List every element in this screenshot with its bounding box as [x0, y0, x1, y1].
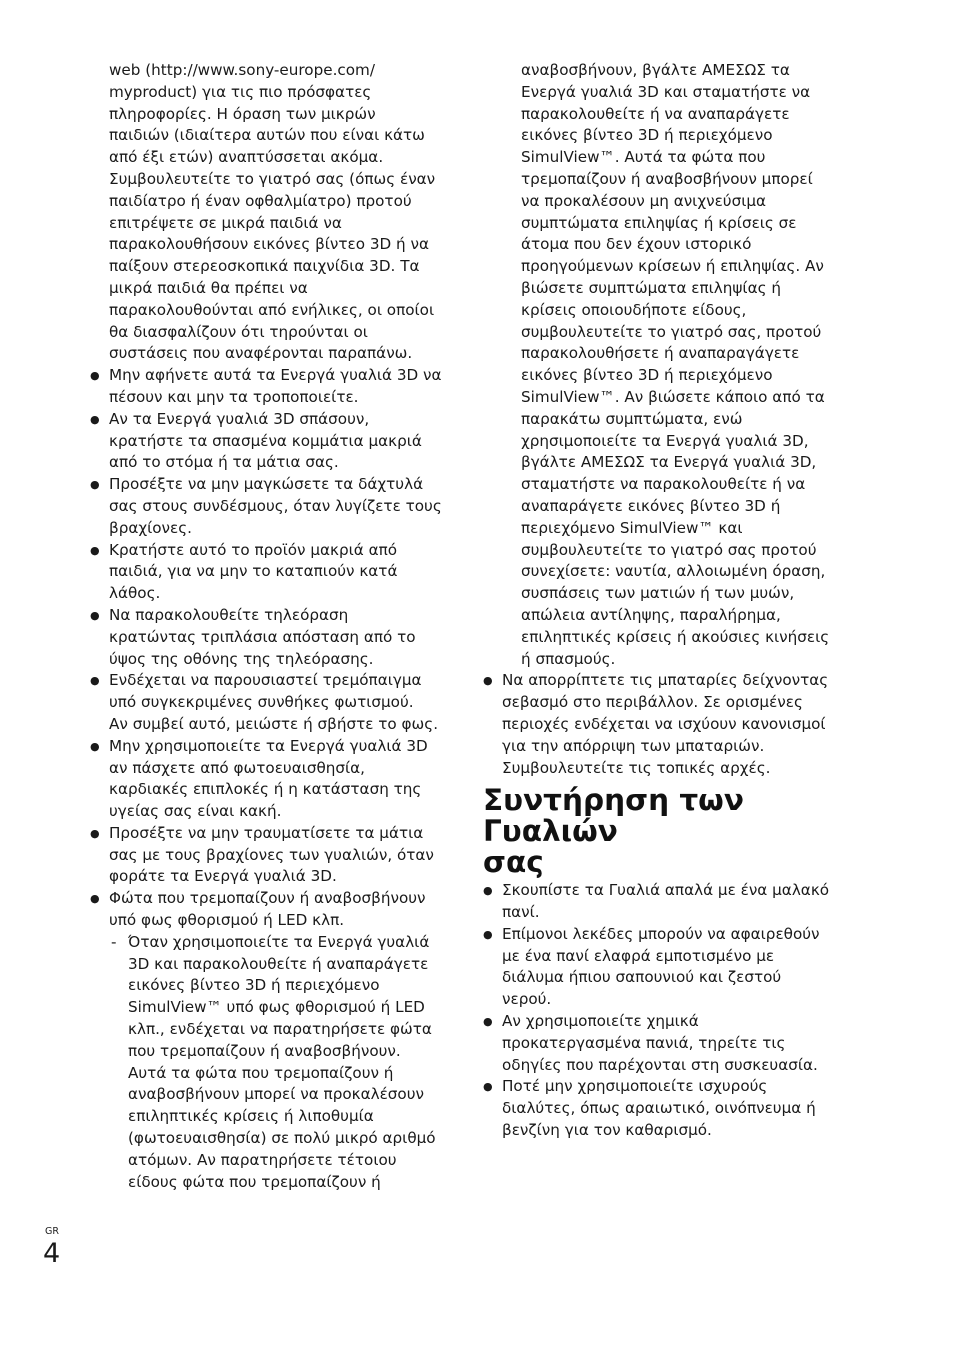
- text-line: πληροφορίες. Η όραση των μικρών: [109, 104, 376, 123]
- language-code: GR: [45, 1226, 59, 1237]
- battery-list: [483, 670, 858, 779]
- text-line: αν πάσχετε από φωτοευαισθησία,: [109, 758, 366, 777]
- text-line: Να απορρίπτετε τις μπαταρίες δείχνοντας: [502, 671, 829, 690]
- text-line: είδους φώτα που τρεμοπαίζουν ή: [128, 1172, 381, 1191]
- text-line: προκατεργασμένα πανιά, τηρείτε τις: [502, 1033, 786, 1052]
- text-line: Συμβουλευτείτε το γιατρό σας (όπως έναν: [109, 169, 436, 188]
- text-line: συμβουλευτείτε το γιατρό σας, προτού: [521, 322, 822, 341]
- text-line: ατόμων. Αν παρατηρήσετε τέτοιου: [128, 1150, 397, 1169]
- text-line: οδηγίες που παρέχονται στη συσκευασία.: [502, 1055, 818, 1074]
- text-line: επιληπτικές κρίσεις ή λιποθυμία: [128, 1107, 374, 1126]
- text-line: Μην αφήνετε αυτά τα Ενεργά γυαλιά 3D να: [109, 366, 442, 385]
- text-line: κρατώντας τριπλάσια απόσταση από το: [109, 627, 416, 646]
- text-line: προηγούμενων κρίσεων ή επιληψίας. Αν: [521, 257, 824, 276]
- list-item: [483, 1076, 858, 1141]
- text-line: ύψος της οθόνης της τηλεόρασης.: [109, 649, 374, 668]
- text-line: εικόνες βίντεο 3D ή περιεχόμενο: [521, 366, 773, 385]
- text-line: πέσουν και μην τα τροποποιείτε.: [109, 387, 359, 406]
- text-line: SimulView™. Αν βιώσετε κάποιο από τα: [521, 387, 825, 406]
- text-line: από το στόμα ή τα μάτια σας.: [109, 453, 339, 472]
- text-line: απώλεια αντίληψης, παραλήρημα,: [521, 605, 781, 624]
- text-line: Σκουπίστε τα Γυαλιά απαλά με ένα μαλακό: [502, 881, 830, 900]
- text-line: Ποτέ μην χρησιμοποιείτε ισχυρούς: [502, 1077, 768, 1096]
- text-line: ή σπασμούς.: [521, 649, 616, 668]
- text-line: που τρεμοπαίζουν ή αναβοσβήνουν.: [128, 1041, 401, 1060]
- list-item: [90, 540, 465, 605]
- list-item-battery: [483, 670, 858, 779]
- text-line: παρακολουθείτε ή να αναπαράγετε: [521, 104, 790, 123]
- text-line: βενζίνη για τον καθαρισμό.: [502, 1121, 712, 1140]
- text-line: Συμβουλευτείτε τις τοπικές αρχές.: [502, 758, 771, 777]
- text-line: άτομα που δεν έχουν ιστορικό: [521, 235, 752, 254]
- text-line: SimulView™ υπό φως φθορισμού ή LED: [128, 998, 425, 1017]
- text-line: κρατήστε τα σπασμένα κομμάτια μακριά: [109, 431, 422, 450]
- text-line: τρεμοπαίζουν ή αναβοσβήνουν μπορεί: [521, 169, 813, 188]
- text-line: σας: [483, 845, 544, 880]
- flicker-lights-text: [109, 888, 465, 932]
- text-line: διαλύτες, όπως αραιωτικό, οινόπνευμα ή: [502, 1099, 816, 1118]
- text-line: με ένα πανί ελαφρά εμποτισμένο με: [502, 946, 775, 965]
- page-number: 4: [43, 1238, 61, 1269]
- text-line: Αυτά τα φώτα που τρεμοπαίζουν ή: [128, 1063, 394, 1082]
- text-line: Φώτα που τρεμοπαίζουν ή αναβοσβήνουν: [109, 889, 426, 908]
- text-line: περιοχές ενδέχεται να ισχύουν κανονισμοί: [502, 714, 826, 733]
- text-line: σταματήστε να παρακολουθείτε ή να: [521, 475, 806, 494]
- list-item: [90, 605, 465, 670]
- text-line: πανί.: [502, 903, 540, 922]
- text-line: βραχίονες.: [109, 518, 192, 537]
- text-line: Όταν χρησιμοποιείτε τα Ενεργά γυαλιά: [128, 932, 430, 951]
- text-line: επιτρέψετε σε μικρά παιδιά να: [109, 213, 342, 232]
- dash-sub-list: [109, 932, 465, 1194]
- text-line: σεβασμό στο περιβάλλον. Σε ορισμένες: [502, 693, 803, 712]
- text-line: χρησιμοποιείτε τα Ενεργά γυαλιά 3D,: [521, 431, 809, 450]
- dash-continuation: [483, 60, 858, 670]
- text-line: Προσέξτε να μην τραυματίσετε τα μάτια: [109, 823, 424, 842]
- text-line: παρακάτω συμπτώματα, ενώ: [521, 409, 743, 428]
- text-line: για την απόρριψη των μπαταριών.: [502, 736, 765, 755]
- text-line: Ενεργά γυαλιά 3D και σταματήστε να: [521, 82, 811, 101]
- text-line: περιεχόμενο SimulView™ και: [521, 518, 743, 537]
- text-line: Να παρακολουθείτε τηλεόραση: [109, 605, 349, 624]
- text-line: θα διασφαλίζουν ότι τηρούνται οι: [109, 322, 368, 341]
- text-line: (φωτοευαισθησία) σε πολύ μικρό αριθμό: [128, 1129, 436, 1148]
- text-line: σας στους συνδέσμους, όταν λυγίζετε τους: [109, 496, 442, 515]
- text-line: Ενδέχεται να παρουσιαστεί τρεμόπαιγμα: [109, 671, 422, 690]
- text-line: Αν συμβεί αυτό, μειώστε ή σβήστε το φως.: [109, 714, 439, 733]
- text-line: από έξι ετών) αναπτύσσεται ακόμα.: [109, 148, 384, 167]
- text-line: αναβοσβήνουν μπορεί να προκαλέσουν: [128, 1085, 424, 1104]
- text-line: συσπάσεις των ματιών ή των μυών,: [521, 584, 795, 603]
- list-item: [90, 736, 465, 823]
- text-line: Μην χρησιμοποιείτε τα Ενεργά γυαλιά 3D: [109, 736, 428, 755]
- text-line: αναπαράγετε εικόνες βίντεο 3D ή: [521, 496, 781, 515]
- text-line: παρακολουθήσουν εικόνες βίντεο 3D ή να: [109, 235, 429, 254]
- list-item: [90, 474, 465, 539]
- text-line: βγάλτε ΑΜΕΣΩΣ τα Ενεργά γυαλιά 3D,: [521, 453, 817, 472]
- text-line: παρακολουθήσετε ή αναπαραγάγετε: [521, 344, 800, 363]
- text-line: παρακολουθούνται από ενήλικες, οι οποίοι: [109, 300, 435, 319]
- text-line: καρδιακές επιπλοκές ή η κατάσταση της: [109, 780, 422, 799]
- light-bullet-list: [90, 888, 465, 1193]
- text-line: συνεχίσετε: ναυτία, αλλοιωμένη όραση,: [521, 562, 826, 581]
- text-line: εικόνες βίντεο 3D ή περιεχόμενο: [128, 976, 380, 995]
- text-line: υπό συγκεκριμένες συνθήκες φωτισμού.: [109, 693, 414, 712]
- text-line: Αν τα Ενεργά γυαλιά 3D σπάσουν,: [109, 409, 370, 428]
- text-line: Επίμονοι λεκέδες μπορούν να αφαιρεθούν: [502, 924, 820, 943]
- text-line: εικόνες βίντεο 3D ή περιεχόμενο: [521, 126, 773, 145]
- text-line: παιδίατρο ή έναν οφθαλμίατρο) προτού: [109, 191, 412, 210]
- section-heading: [483, 785, 858, 878]
- text-line: παίξουν στερεοσκοπικά παιχνίδια 3D. Τα: [109, 257, 420, 276]
- text-line: κρίσεις οποιουδήποτε είδους,: [521, 300, 747, 319]
- text-line: web (http://www.sony-europe.com/: [109, 61, 375, 79]
- text-line: αναβοσβήνουν, βγάλτε ΑΜΕΣΩΣ τα: [521, 61, 790, 79]
- text-line: συμβουλευτείτε το γιατρό σας προτού: [521, 540, 817, 559]
- text-line: παιδιά, για να μην το καταπιούν κατά: [109, 562, 398, 581]
- list-item: [483, 924, 858, 1011]
- text-line: Προσέξτε να μην μαγκώσετε τα δάχτυλά: [109, 475, 424, 494]
- text-line: υπό φως φθορισμού ή LED κλπ.: [109, 911, 345, 930]
- left-column: [90, 60, 465, 1193]
- text-line: κλπ., ενδέχεται να παρατηρήσετε φώτα: [128, 1020, 432, 1039]
- text-line: φοράτε τα Ενεργά γυαλιά 3D.: [109, 867, 337, 886]
- list-item: [90, 409, 465, 474]
- care-list: [483, 880, 858, 1142]
- text-line: να προκαλέσουν μη ανιχνεύσιμα: [521, 191, 767, 210]
- text-line: Συντήρηση των Γυαλιών: [483, 783, 744, 849]
- continuation-paragraph: [90, 60, 465, 365]
- text-line: συστάσεις που αναφέρονται παραπάνω.: [109, 344, 413, 363]
- list-item-flicker-lights: [90, 888, 465, 1193]
- list-item: [483, 880, 858, 924]
- text-line: παιδιών (ιδιαίτερα αυτών που είναι κάτω: [109, 126, 425, 145]
- list-item: [90, 365, 465, 409]
- text-line: διάλυμα ήπιου σαπουνιού και ζεστού: [502, 968, 782, 987]
- text-line: 3D και παρακολουθείτε ή αναπαράγετε: [128, 954, 429, 973]
- text-line: υγείας σας είναι κακή.: [109, 802, 282, 821]
- list-item: [90, 670, 465, 735]
- list-item: [483, 1011, 858, 1076]
- text-line: συμπτώματα επιληψίας ή κρίσεις σε: [521, 213, 797, 232]
- text-line: βιώσετε συμπτώματα επιληψίας ή: [521, 278, 781, 297]
- list-item: [90, 823, 465, 888]
- text-line: λάθος.: [109, 584, 161, 603]
- text-line: Αν χρησιμοποιείτε χημικά: [502, 1012, 699, 1031]
- right-column: [483, 60, 858, 1142]
- dash-item: [109, 932, 465, 1194]
- precaution-list: [90, 365, 465, 888]
- text-line: SimulView™. Αυτά τα φώτα που: [521, 148, 766, 167]
- text-line: σας με τους βραχίονες των γυαλιών, όταν: [109, 845, 434, 864]
- text-line: μικρά παιδιά θα πρέπει να: [109, 278, 308, 297]
- text-line: νερού.: [502, 990, 552, 1009]
- text-line: Κρατήστε αυτό το προϊόν μακριά από: [109, 540, 398, 559]
- text-line: myproduct) για τις πιο πρόσφατες: [109, 82, 372, 101]
- text-line: επιληπτικές κρίσεις ή ακούσιες κινήσεις: [521, 627, 830, 646]
